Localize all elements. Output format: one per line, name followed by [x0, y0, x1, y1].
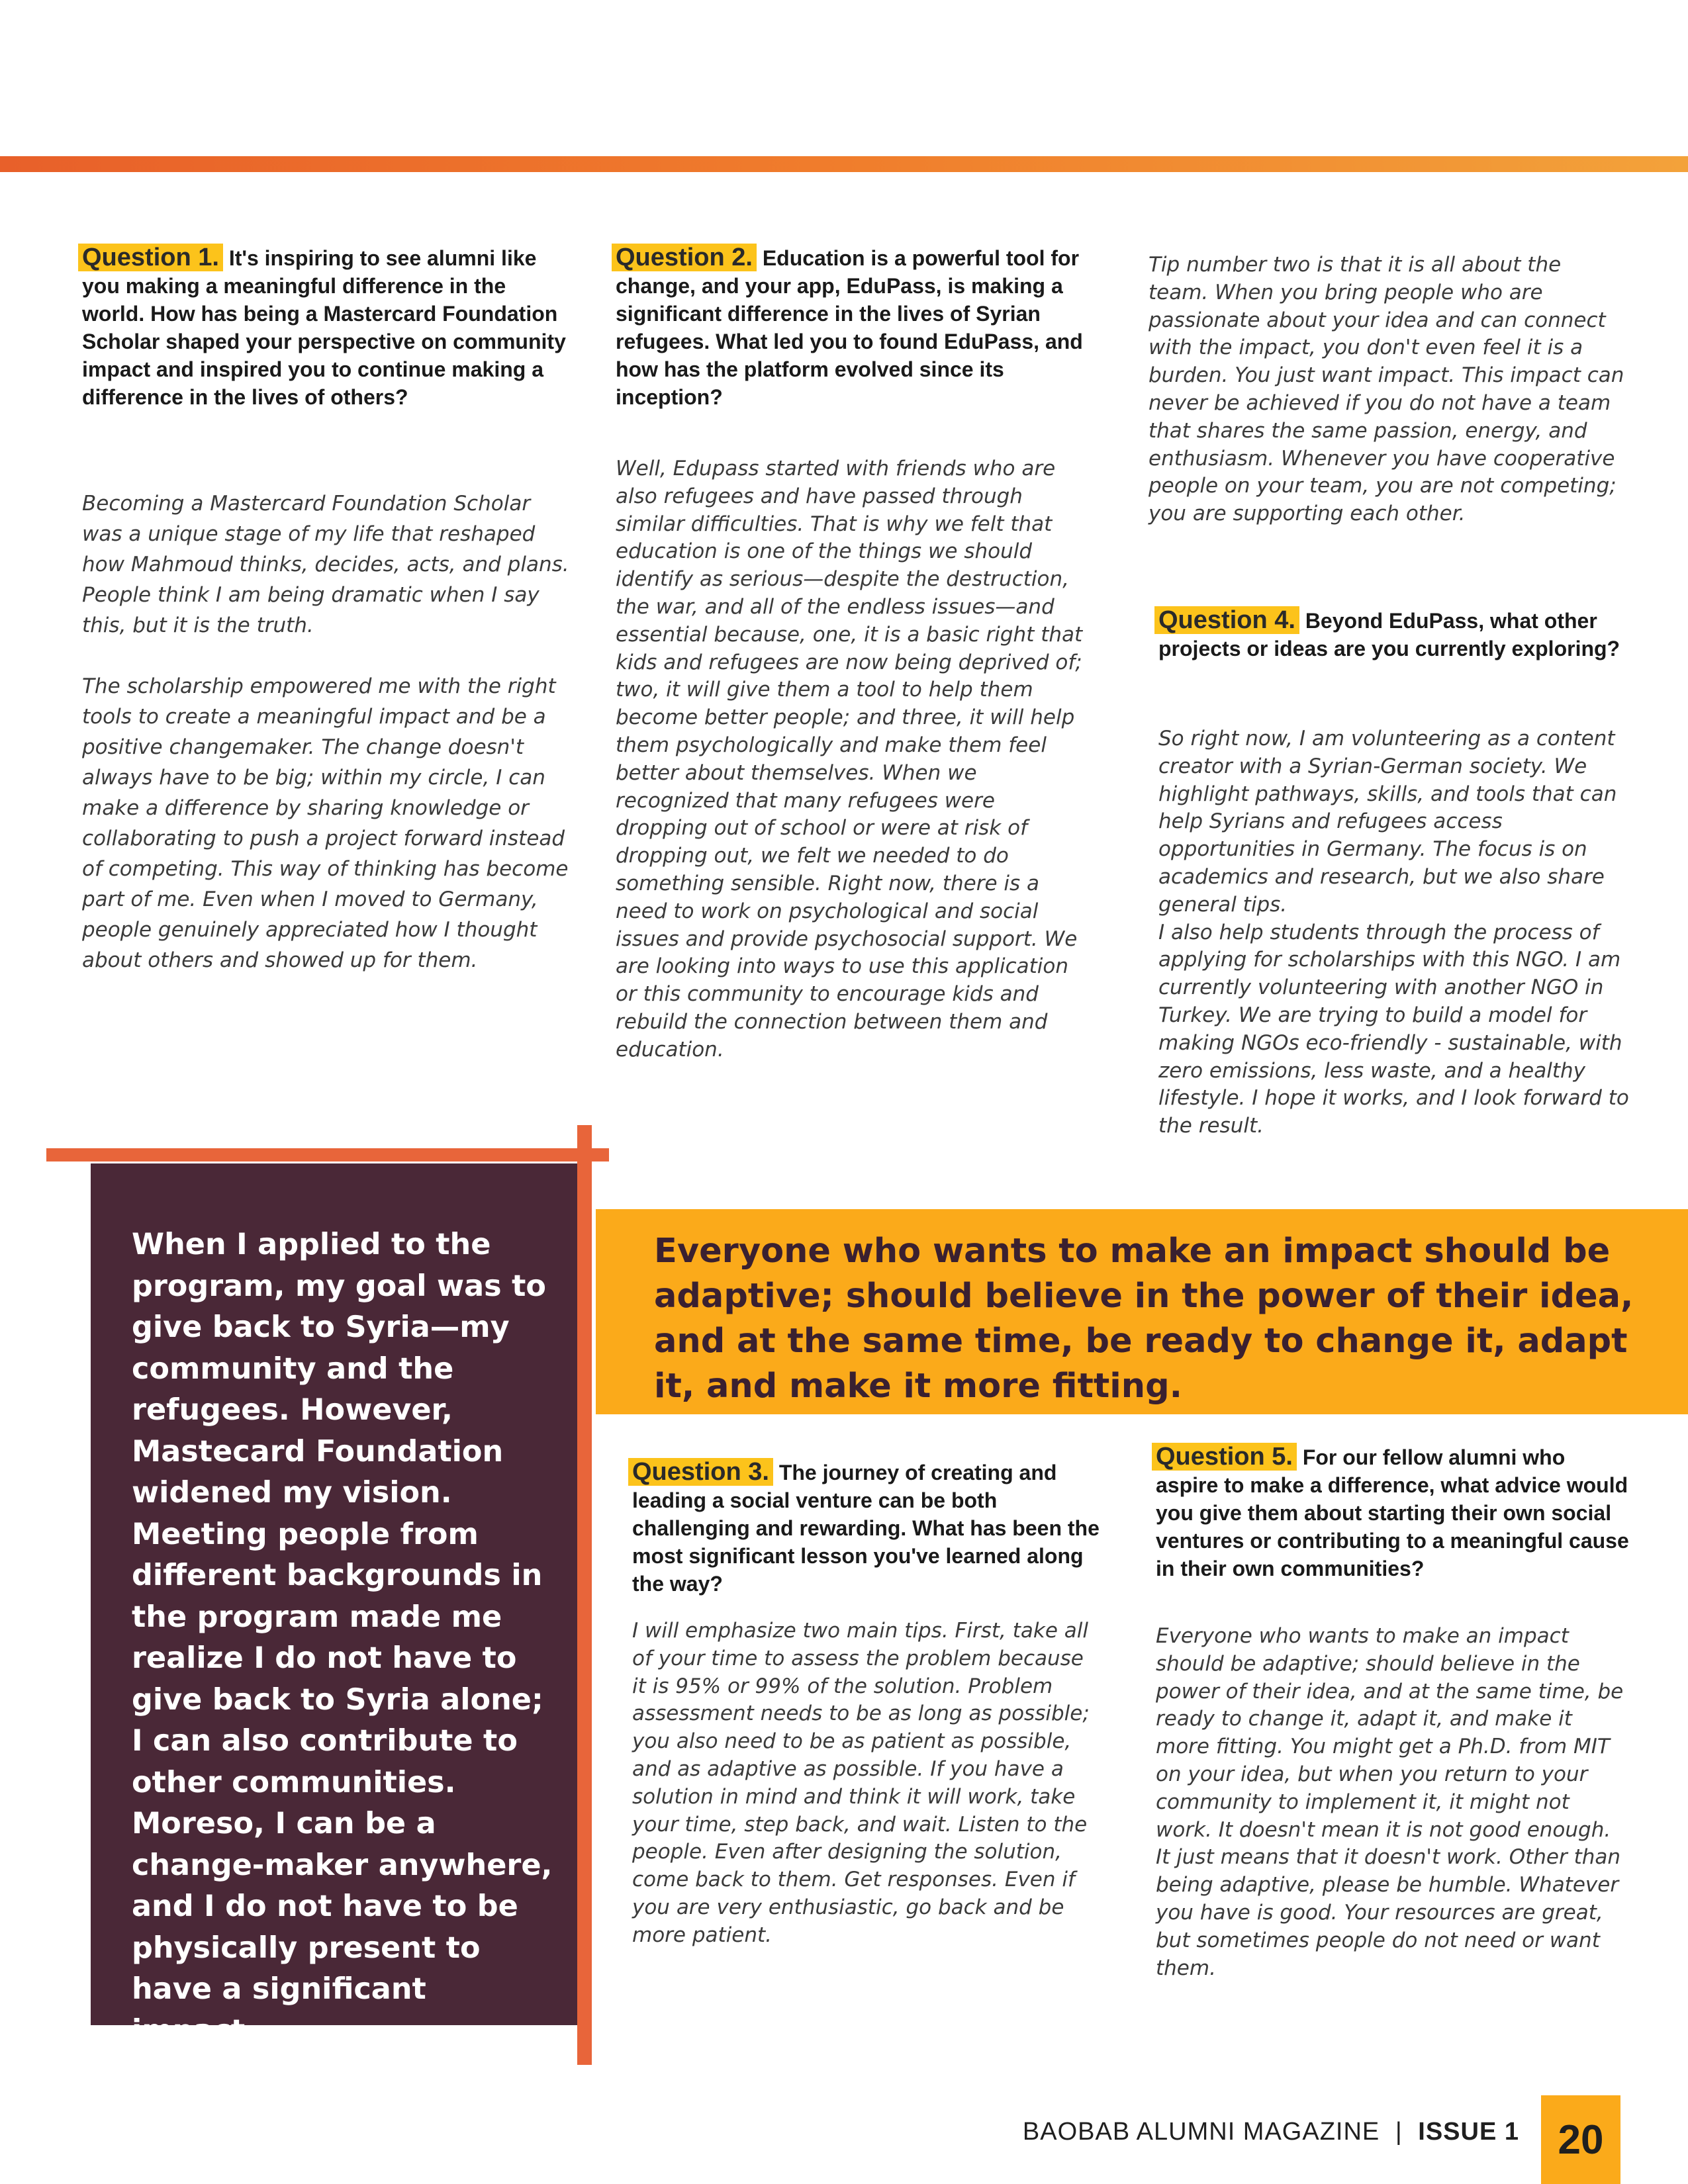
- question-3-prompt: The journey of creating and leading a social venture can be both challenging and rewarding. What has been the most significant lesson you've learned along the way?: [632, 1461, 1100, 1596]
- question-2: [616, 244, 1092, 411]
- question-5-text: [1156, 1443, 1632, 1582]
- question-5: [1156, 1443, 1632, 1582]
- question-1: [82, 244, 572, 411]
- answer-1-paragraph-2: The scholarship empowered me with the right tools to create a meaningful impact and be a positive changemaker. The change doesn't always have to be big; within my circle, I can make a difference by sharing knowledge or collaborating to push a project forward instead of competing. This way of thinking has become part of me. Even when I moved to Germany, people genuinely appreciated how I thought about others and showed up for them.: [82, 674, 569, 972]
- question-3: [632, 1458, 1109, 1598]
- question-3-text: [632, 1458, 1109, 1598]
- question-1-text: [82, 244, 572, 411]
- footer-separator: |: [1395, 2118, 1403, 2146]
- answer-3: [632, 1617, 1102, 1950]
- answer-4-paragraph-2: I also help students through the process of applying for scholarships with this NGO. I am currently volunteering with another NGO in Turkey. We are trying to build a model for making NGOs eco-friendly - sustainable, with zero emissions, less waste, and a healthy lifestyle. I hope it works, and I look forward to the result.: [1158, 920, 1629, 1138]
- answer-1-paragraph-1: Becoming a Mastercard Foundation Scholar was a unique stage of my life that reshaped how Mahmoud thinks, decides, acts, and plans. People think I am being dramatic when I say this, but it is the truth.: [82, 492, 569, 637]
- pull-quote-text: When I applied to the program, my goal was to give back to Syria—my community and the refugees. However, Mastecard Foundation widened my vision. Meeting people from different backgrounds in the program made me realize I do not have to give back to Syria alone; I can also contribute to other communities. Moreso, I can be a change-maker anywhere, and I do not have to be physically present to have a significant impact.: [132, 1228, 553, 2048]
- question-5-prompt: For our fellow alumni who aspire to make a difference, what advice would you give them about starting their own social ventures or contributing to a meaningful cause in their own communities?: [1156, 1445, 1629, 1580]
- footer-issue: ISSUE 1: [1418, 2118, 1519, 2146]
- footer-magazine-line: [1023, 2118, 1519, 2146]
- question-1-prompt: It's inspiring to see alumni like you making a meaningful difference in the world. How has being a Mastercard Foundation Scholar shaped your perspective on community impact and inspired you to continue making a difference in the lives of others?: [82, 246, 566, 409]
- banner-quote: [596, 1209, 1688, 1414]
- footer-magazine-name: BAOBAB ALUMNI MAGAZINE: [1022, 2118, 1380, 2146]
- question-4-label: Question 4.: [1154, 606, 1299, 634]
- answer-2: [616, 455, 1092, 1064]
- question-2-text: [616, 244, 1092, 411]
- top-rule: [0, 156, 1688, 172]
- question-5-label: Question 5.: [1152, 1443, 1297, 1471]
- question-4: [1158, 606, 1635, 662]
- answer-3-continued: [1149, 251, 1625, 528]
- banner-quote-text: Everyone who wants to make an impact should be adaptive; should believe in the power of their idea, and at the same time, be ready to change it, adapt it, and make it more fitting.: [654, 1232, 1634, 1406]
- question-2-prompt: Education is a powerful tool for change, and your app, EduPass, is making a significant difference in the lives of Syrian refugees. What led you to found EduPass, and how has the platform evolved since its inception?: [616, 246, 1083, 409]
- answer-2-paragraph: Well, Edupass started with friends who are also refugees and have passed through similar difficulties. That is why we felt that education is one of the things we should identify as serious—despite the destruction, the war, and all of the endless issues—and essential because, one, it is a basic right that kids and refugees are now being deprived of; two, it will give them a tool to help them become better people; and three, it will help them psychologically and make them feel better about themselves. When we recognized that many refugees were dropping out of school or were at risk of dropping out, we felt we needed to do something sensible. Right now, there is a need to work on psychological and social issues and provide psychosocial support. We are looking into ways to use this application or this community to encourage kids and rebuild the connection between them and education.: [616, 457, 1083, 1062]
- answer-3-tip-two: Tip number two is that it is all about the team. When you bring people who are passionate about your idea and can connect with the impact, you don't even feel it is a burden. You just want impact. This impact can never be achieved if you do not have a team that shares the same passion, energy, and enthusiasm. Whenever you have cooperative people on your team, you are not competing; you are supporting each other.: [1149, 253, 1624, 526]
- answer-4-paragraph-1: So right now, I am volunteering as a content creator with a Syrian-German society. We highlight pathways, skills, and tools that can help Syrians and refugees access opportunities in Germany. The focus is on academics and research, but we also share general tips.: [1158, 727, 1617, 917]
- pull-quote-frame-side: [577, 1125, 592, 2065]
- answer-1: [82, 488, 572, 976]
- question-1-label: Question 1.: [78, 244, 223, 271]
- pull-quote-frame-top: [46, 1148, 609, 1161]
- question-2-label: Question 2.: [612, 244, 757, 271]
- question-3-label: Question 3.: [628, 1458, 773, 1486]
- page-number: 20: [1541, 2095, 1620, 2184]
- answer-5-paragraph: Everyone who wants to make an impact should be adaptive; should believe in the power of their idea, and at the same time, be ready to change it, adapt it, and make it more fitting. You might get a Ph.D. from MIT on your idea, but when you return to your community to implement it, it might not work. It doesn't mean it is not good enough. It just means that it doesn't work. Other than being adaptive, please be humble. Whatever you have is good. Your resources are great, but sometimes people do not need or want them.: [1156, 1624, 1624, 1980]
- question-4-prompt: Beyond EduPass, what other projects or ideas are you currently exploring?: [1158, 609, 1620, 660]
- answer-3-paragraph: I will emphasize two main tips. First, take all of your time to assess the problem because it is 95% or 99% of the solution. Problem assessment needs to be as long as possible; you also need to be as patient as possible, and as adaptive as possible. If you have a solution in mind and think it will work, take your time, step back, and wait. Listen to the people. Even after designing the solution, come back to them. Get responses. Even if you are very enthusiastic, go back and be more patient.: [632, 1619, 1090, 1947]
- answer-5: [1156, 1623, 1626, 1982]
- pull-quote-box: [91, 1163, 577, 2048]
- answer-4: [1158, 725, 1635, 1140]
- question-4-text: [1158, 606, 1635, 662]
